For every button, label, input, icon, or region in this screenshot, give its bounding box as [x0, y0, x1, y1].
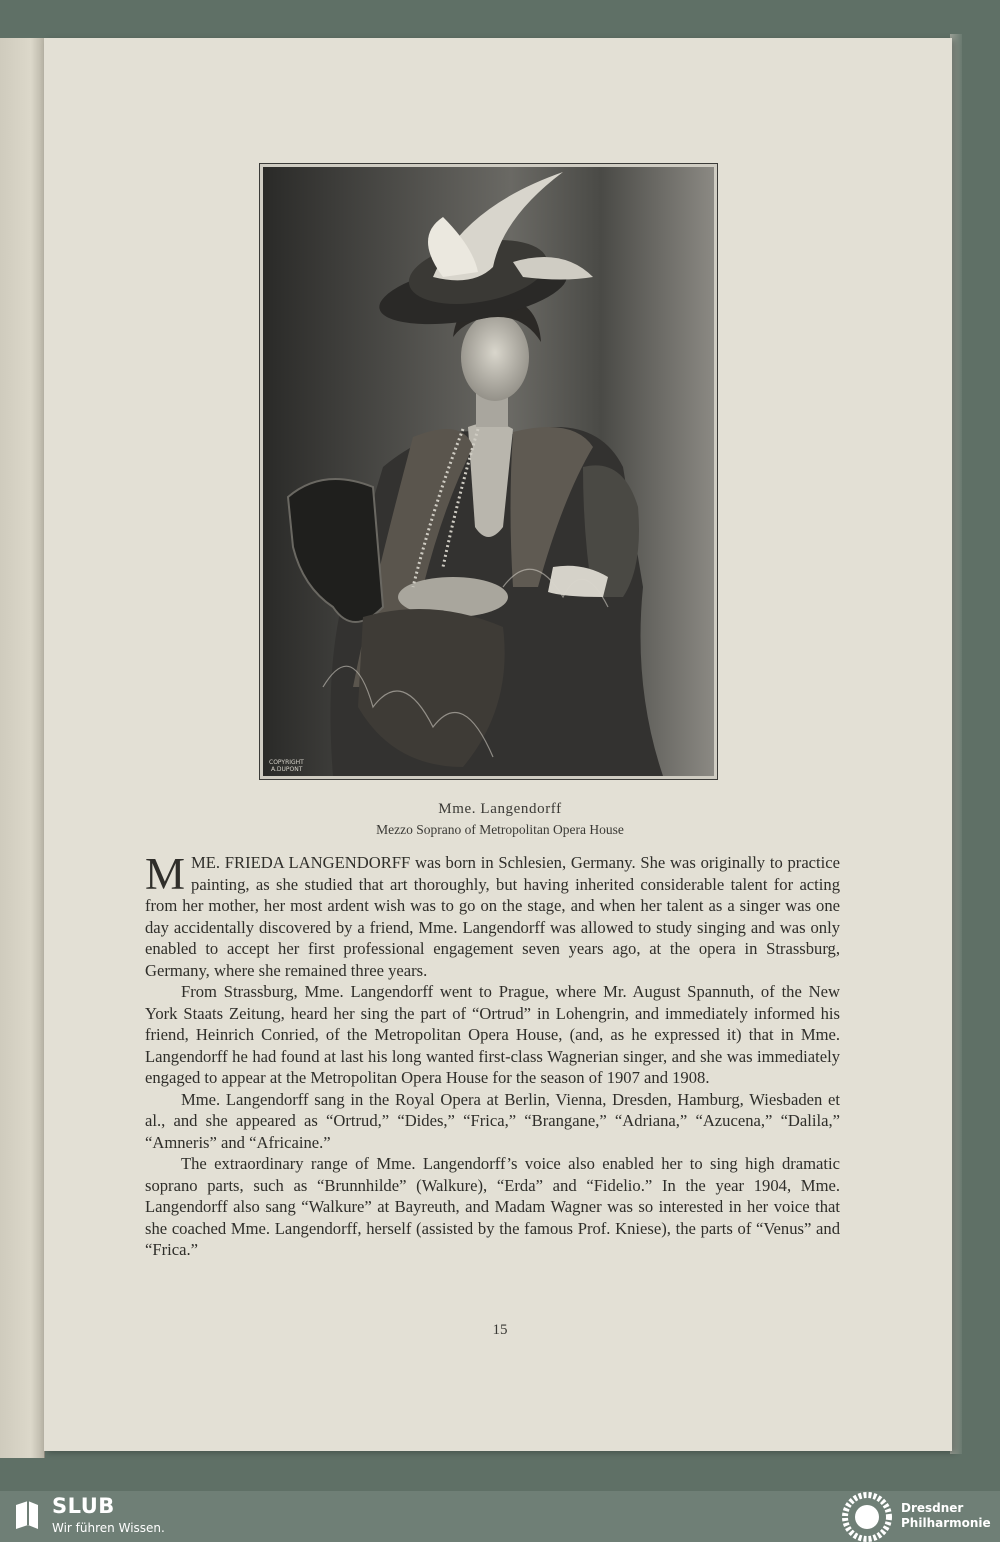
- caption-title: Mme. Langendorff: [438, 801, 562, 817]
- paragraph-4: The extraordinary range of Mme. Langendorff’s voice also enabled her to sing high dramatic soprano parts, such as “Brunnhilde” (Walkure), “Erda” and “Fidelio.” In the year 1904, Mme. Langendorff also sang “Walkure” at Bayreuth, and Madam Wagner was so interested in her voice that she coached Mme. Langendorff, herself (assisted by the famous Prof. Kniese), the parts of “Venus” and “Frica.”: [145, 1154, 840, 1259]
- portrait-photo: [259, 163, 718, 780]
- facing-page-edge: [0, 38, 45, 1458]
- copyright-stamp-2: A.DUPONT: [271, 766, 303, 773]
- drop-cap: M: [145, 849, 186, 899]
- paragraph-2: From Strassburg, Mme. Langendorff went to Prague, where Mr. August Spannuth, of the New York Staats Zeitung, heard her sing the part of “Ortrud” in Lohengrin, and immediately informed his friend, Heinrich Conried, of the Metropolitan Opera House, (and, as he expressed it) that in Mme. Langendorff he had found at last his long wanted first-class Wagnerian singer, and she was immediately engaged to appear at the Metropolitan Opera House for the season of 1907 and 1908.: [145, 982, 840, 1087]
- paragraph-3: Mme. Langendorff sang in the Royal Opera at Berlin, Vienna, Dresden, Hamburg, Wiesbaden et al., and she appeared as “Ortrud,” “Dides,” “Frica,” “Brangane,” “Adriana,” “Azucena,” “Dalila,” “Amneris” and “Africaine.”: [145, 1089, 840, 1152]
- caption-subtitle: Mezzo Soprano of Metropolitan Opera House: [376, 822, 624, 837]
- copyright-stamp: COPYRIGHT: [269, 759, 304, 766]
- paragraph-1: [145, 849, 840, 981]
- page-number: 15: [492, 1322, 508, 1338]
- philharmonie-name-line2[interactable]: Philharmonie: [901, 1516, 991, 1530]
- slub-logo-icon[interactable]: [14, 1499, 40, 1531]
- footer-bar: [0, 1491, 1000, 1541]
- philharmonie-name-line1[interactable]: Dresdner: [901, 1501, 964, 1515]
- philharmonie-logo-icon[interactable]: [842, 1492, 892, 1542]
- portrait-image: [263, 167, 714, 776]
- slub-tagline: Wir führen Wissen.: [52, 1521, 165, 1535]
- paragraph-1-text: ME. FRIEDA LANGENDORFF was born in Schlesien, Germany. She was originally to practice painting, as she studied that art thoroughly, but having inherited considerable talent for acting from her mother, her most ardent wish was to go on the stage, and when her talent as a singer was one day accidentally discovered by a friend, Mme. Langendorff was allowed to study singing and was only enabled to accept her first professional engagement seven years ago, at the opera in Strassburg, Germany, where she remained three years.: [145, 853, 840, 980]
- article-body: [145, 849, 840, 1261]
- slub-name[interactable]: SLUB: [52, 1494, 115, 1518]
- face-shape: [461, 313, 529, 401]
